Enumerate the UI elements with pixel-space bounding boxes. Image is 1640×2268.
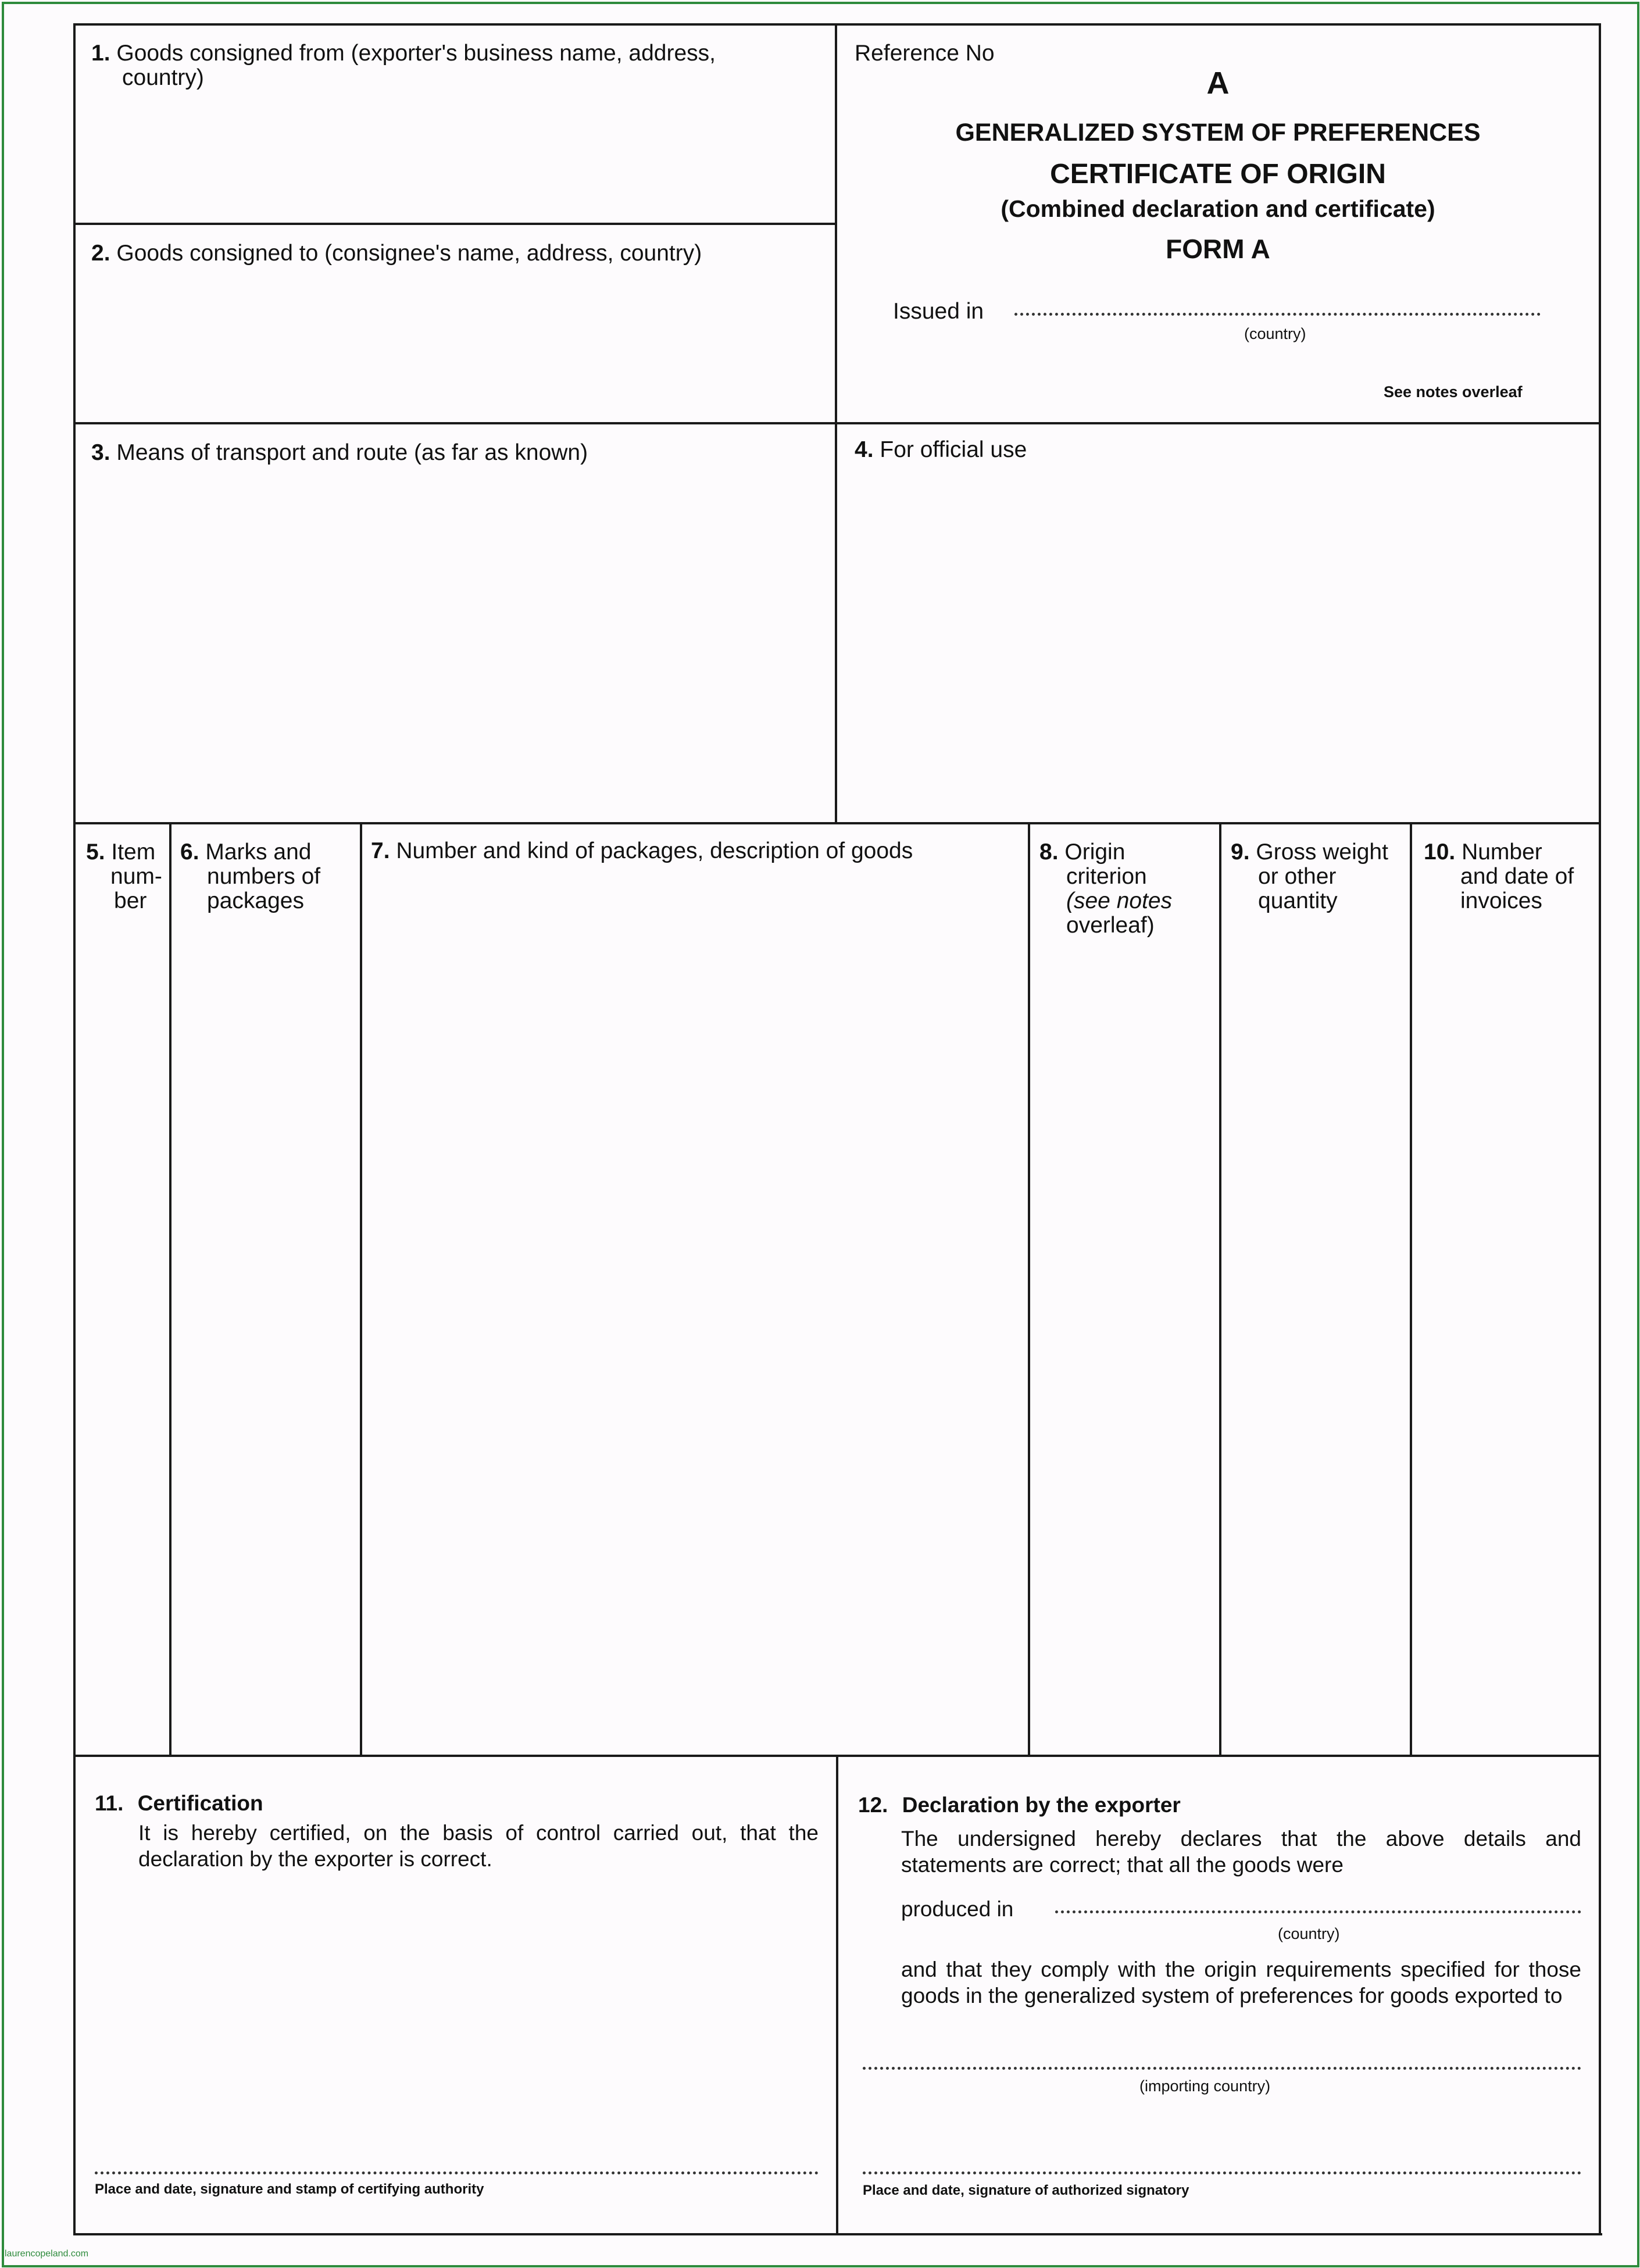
box9-input-area[interactable] bbox=[1224, 924, 1406, 1750]
box2-number: 2. bbox=[91, 241, 110, 266]
box3-input-area[interactable] bbox=[81, 471, 831, 817]
issued-in-field[interactable] bbox=[1014, 313, 1541, 316]
divider-col6-col7 bbox=[360, 822, 362, 1757]
produced-in-label: produced in bbox=[901, 1897, 1014, 1921]
box10-label-line1: Number bbox=[1462, 840, 1542, 865]
box8-label-line4: overleaf) bbox=[1066, 913, 1155, 938]
box2-input-area[interactable] bbox=[81, 273, 831, 419]
box4-number: 4. bbox=[855, 437, 874, 462]
box5-label-line3: ber bbox=[114, 888, 147, 913]
box5-label-line2: num- bbox=[110, 864, 162, 889]
form-letter: A bbox=[1206, 66, 1230, 101]
box3-label-text: Means of transport and route (as far as known) bbox=[116, 440, 588, 465]
box5-label-line1: Item bbox=[111, 840, 156, 865]
box11-signature-caption: Place and date, signature and stamp of certifying authority bbox=[95, 2181, 484, 2197]
box6-label-line1: Marks and bbox=[205, 840, 312, 865]
box6-number: 6. bbox=[180, 840, 199, 865]
box10-label-line2: and date of bbox=[1460, 864, 1574, 889]
box1-label-line2: country) bbox=[122, 65, 204, 90]
box3-label bbox=[91, 440, 588, 466]
box1-input-area[interactable] bbox=[81, 93, 831, 218]
box11-signature-line[interactable] bbox=[95, 2171, 819, 2174]
box10-input-area[interactable] bbox=[1415, 924, 1595, 1750]
divider-row3 bbox=[73, 822, 1601, 824]
box7-label bbox=[371, 838, 913, 864]
certificate-title: CERTIFICATE OF ORIGIN bbox=[1050, 159, 1386, 190]
reference-no-label: Reference No bbox=[855, 41, 995, 66]
box9-label-line1: Gross weight bbox=[1256, 840, 1388, 865]
box11-title bbox=[95, 1791, 263, 1816]
produced-in-field[interactable] bbox=[1055, 1910, 1581, 1913]
box1-number: 1. bbox=[91, 41, 110, 66]
box8-label-line2: criterion bbox=[1066, 864, 1147, 889]
divider-bottom-center bbox=[836, 1755, 838, 2235]
box9-number: 9. bbox=[1231, 840, 1250, 865]
see-notes-overleaf: See notes overleaf bbox=[1384, 383, 1523, 401]
box7-number: 7. bbox=[371, 838, 390, 863]
box9-label bbox=[1231, 840, 1388, 865]
importing-country-caption: (importing country) bbox=[1139, 2077, 1271, 2095]
gsp-title: GENERALIZED SYSTEM OF PREFERENCES bbox=[955, 119, 1481, 147]
box12-body2-text: and that they comply with the origin requirements specified for those goods in the generalized system of preferences for goods exported to bbox=[901, 1958, 1581, 2008]
box12-signature-line[interactable] bbox=[863, 2171, 1581, 2174]
box5-input-area[interactable] bbox=[79, 924, 166, 1750]
divider-row2 bbox=[73, 422, 1601, 424]
box11-body-text: It is hereby certified, on the basis of control carried out, that the declaration by the exporter is correct. bbox=[138, 1821, 819, 1871]
box2-label bbox=[91, 241, 702, 266]
box8-label-line3: (see notes bbox=[1066, 888, 1173, 913]
box7-input-area[interactable] bbox=[365, 924, 1023, 1750]
divider-col5-col6 bbox=[169, 822, 171, 1757]
produced-in-country-caption: (country) bbox=[1278, 1925, 1340, 1942]
box10-label-line3: invoices bbox=[1460, 888, 1542, 913]
divider-box1-box2 bbox=[73, 223, 837, 225]
divider-col8-col9 bbox=[1219, 822, 1221, 1757]
box10-number: 10. bbox=[1424, 840, 1456, 865]
box8-label bbox=[1039, 840, 1125, 865]
box4-label-text: For official use bbox=[880, 437, 1027, 462]
box2-label-text: Goods consigned to (consignee's name, address, country) bbox=[116, 241, 702, 266]
box11-number: 11. bbox=[95, 1791, 124, 1815]
box1-label-line1: Goods consigned from (exporter's business name, address, bbox=[116, 41, 716, 66]
divider-col9-col10 bbox=[1410, 822, 1412, 1757]
box12-body1 bbox=[901, 1826, 1581, 1878]
box8-input-area[interactable] bbox=[1034, 948, 1215, 1750]
box3-number: 3. bbox=[91, 440, 110, 465]
box4-input-area[interactable] bbox=[843, 471, 1593, 817]
form-left-border bbox=[73, 23, 76, 2235]
box11-body bbox=[138, 1820, 819, 1872]
box9-label-line2: or other bbox=[1258, 864, 1337, 889]
box8-label-line1: Origin bbox=[1064, 840, 1126, 865]
watermark: laurencopeland.com bbox=[5, 2249, 89, 2259]
box11-signature-area[interactable] bbox=[81, 1895, 831, 2169]
box4-label bbox=[855, 437, 1027, 463]
box6-label-line3: packages bbox=[207, 888, 304, 913]
box12-body2 bbox=[901, 1956, 1581, 2009]
box8-number: 8. bbox=[1039, 840, 1059, 865]
box6-input-area[interactable] bbox=[174, 924, 356, 1750]
reference-no-input[interactable] bbox=[1012, 38, 1587, 67]
form-top-border bbox=[73, 23, 1601, 26]
box7-label-text: Number and kind of packages, description of goods bbox=[396, 838, 913, 863]
box12-title-text: Declaration by the exporter bbox=[902, 1793, 1181, 1817]
box12-title bbox=[858, 1792, 1181, 1818]
box5-number: 5. bbox=[86, 840, 105, 865]
form-a-title: FORM A bbox=[1166, 234, 1270, 264]
box10-label bbox=[1424, 840, 1542, 865]
importing-country-field[interactable] bbox=[863, 2067, 1581, 2070]
issued-in-country-caption: (country) bbox=[1244, 325, 1306, 342]
box12-number: 12. bbox=[858, 1793, 888, 1817]
box6-label-line2: numbers of bbox=[207, 864, 321, 889]
form-right-border bbox=[1599, 23, 1601, 2235]
box12-signature-caption: Place and date, signature of authorized signatory bbox=[863, 2183, 1189, 2198]
box12-body1-text: The undersigned hereby declares that the above details and statements are correct; that all the goods were bbox=[901, 1827, 1581, 1877]
form-bottom-border bbox=[76, 2233, 1602, 2235]
box6-label bbox=[180, 840, 311, 865]
box11-title-text: Certification bbox=[137, 1791, 263, 1815]
combined-declaration: (Combined declaration and certificate) bbox=[1001, 195, 1435, 222]
box9-label-line3: quantity bbox=[1258, 888, 1338, 913]
box12-signature-area[interactable] bbox=[844, 2105, 1594, 2169]
box1-label bbox=[91, 41, 716, 66]
box5-label bbox=[86, 840, 155, 865]
divider-col7-col8 bbox=[1028, 822, 1030, 1757]
issued-in-label: Issued in bbox=[893, 299, 984, 324]
